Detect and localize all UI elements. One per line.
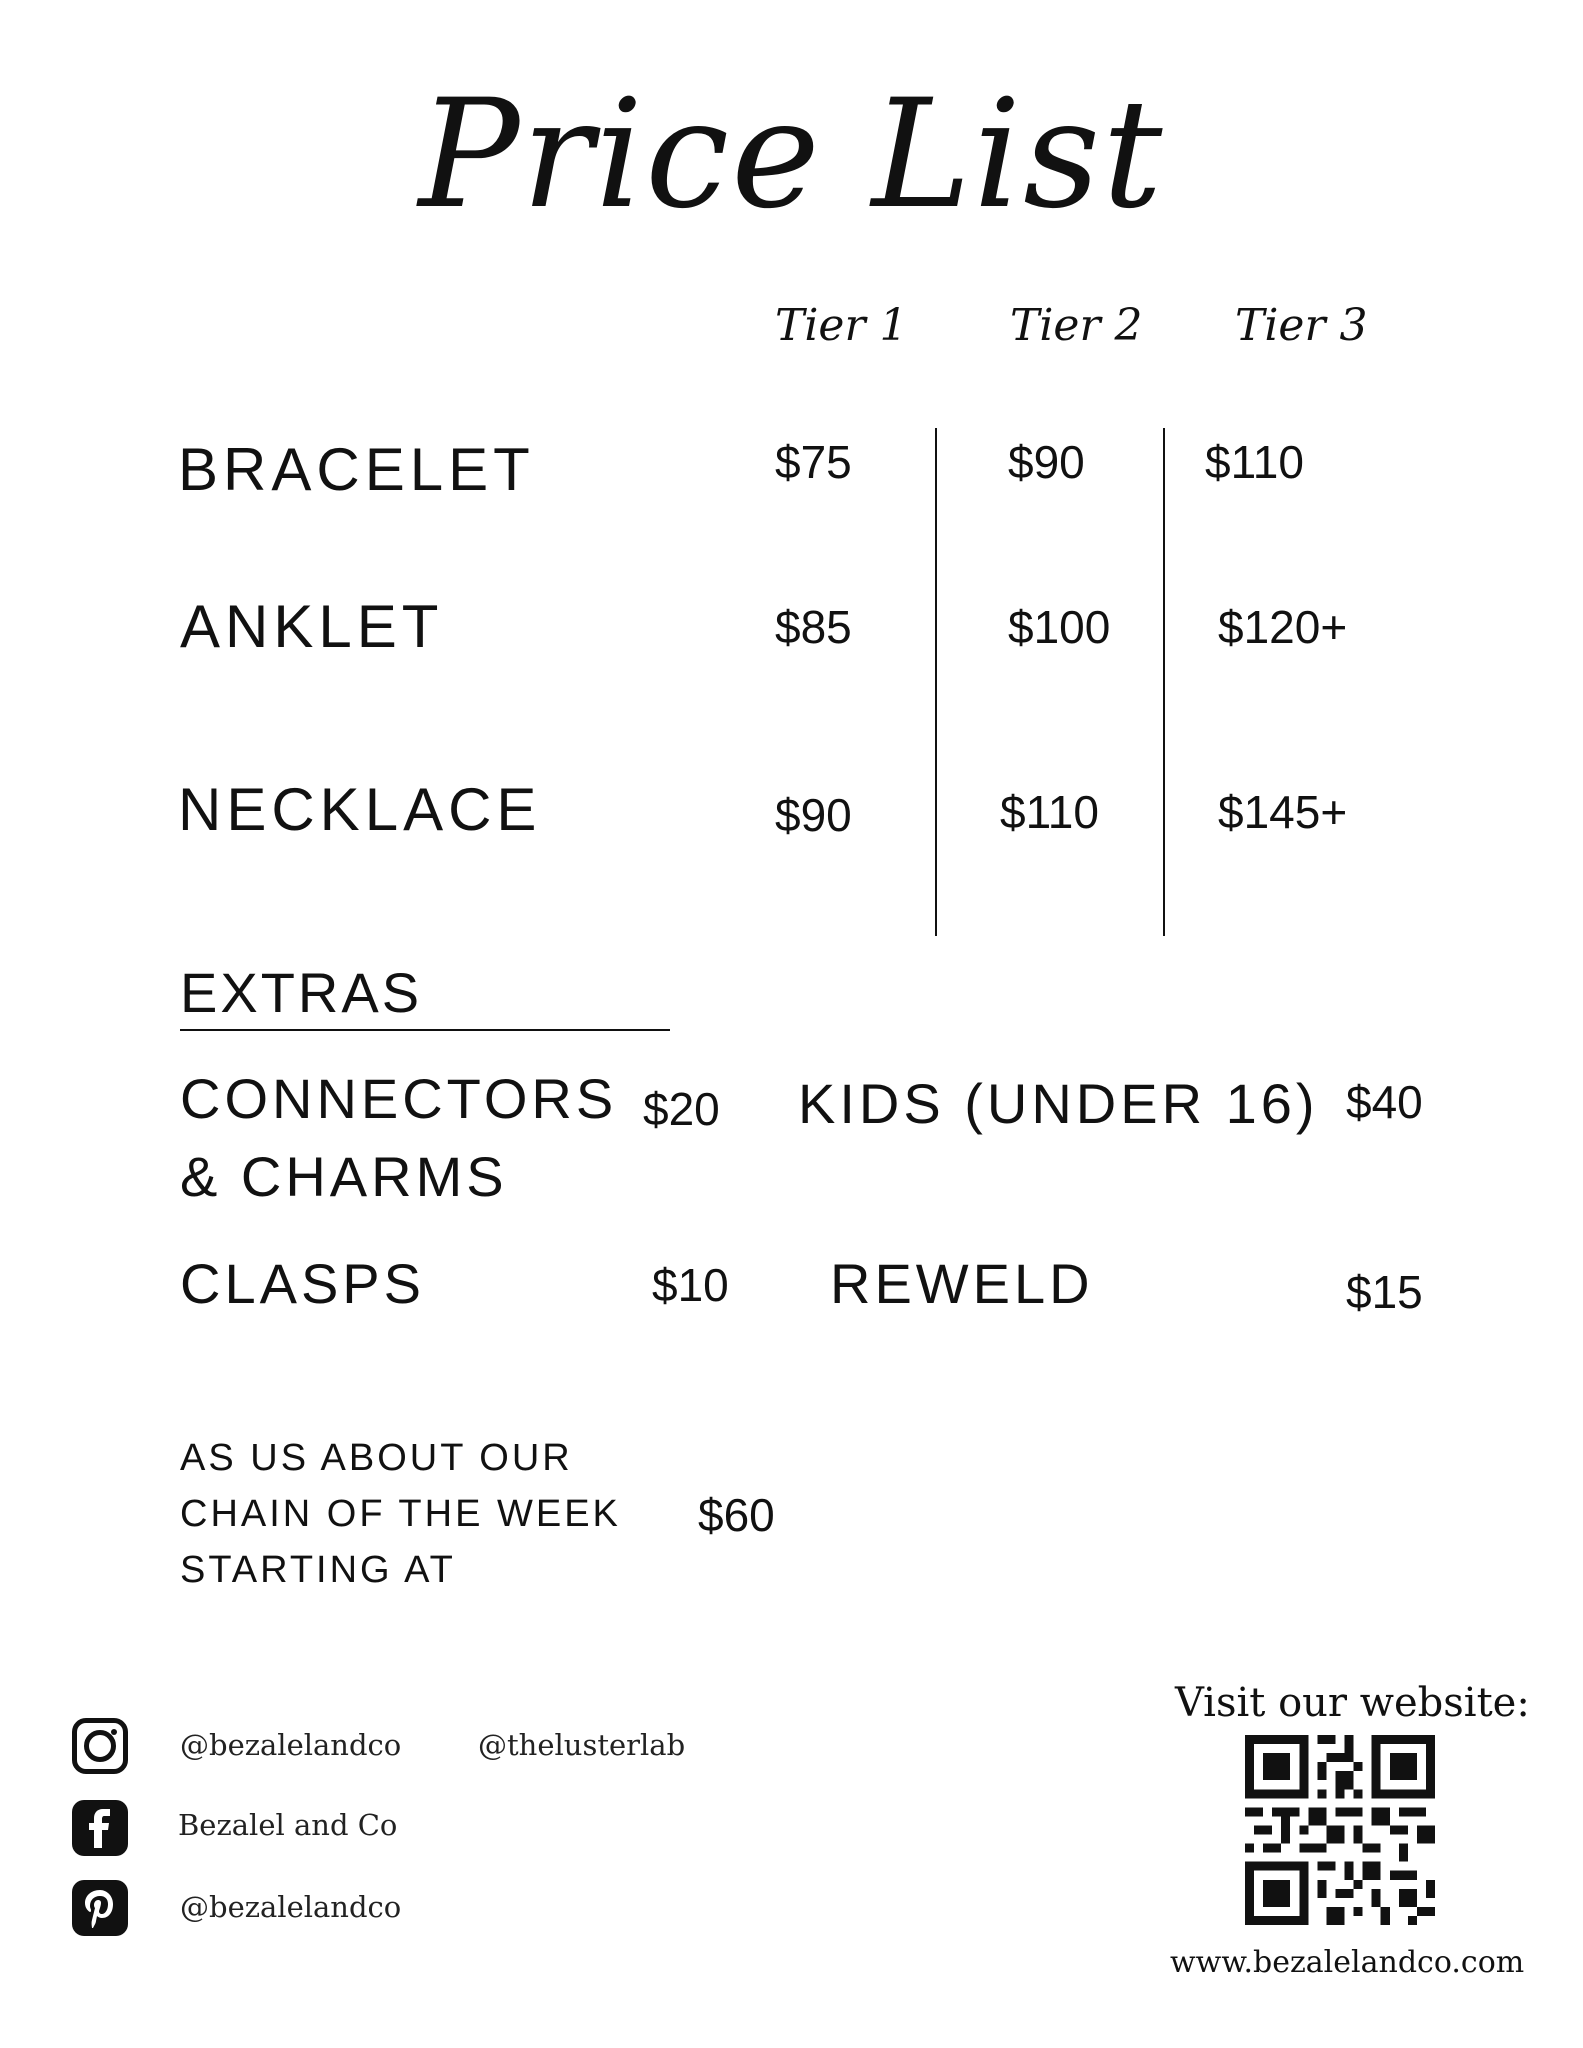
chain-line-3: STARTING AT (180, 1549, 456, 1591)
anklet-tier-1-price: $85 (775, 601, 852, 653)
item-anklet: ANKLET (180, 593, 444, 660)
extra-connectors-line2: & CHARMS (180, 1145, 508, 1208)
extra-connectors-line1: CONNECTORS (180, 1067, 618, 1130)
extras-heading: EXTRAS (180, 961, 423, 1024)
tier-3-header: Tier 3 (1235, 300, 1368, 351)
chain-price: $60 (698, 1489, 775, 1541)
facebook-page[interactable]: Bezalel and Co (178, 1808, 398, 1842)
bracelet-tier-2-price: $90 (1008, 436, 1085, 488)
chain-line-2: CHAIN OF THE WEEK (180, 1493, 621, 1535)
pinterest-icon[interactable] (72, 1880, 128, 1936)
extra-connectors-price: $20 (643, 1083, 720, 1135)
bracelet-tier-1-price: $75 (775, 436, 852, 488)
necklace-tier-2-price: $110 (1000, 786, 1099, 838)
visit-website-label: Visit our website: (1175, 1680, 1530, 1726)
website-url[interactable]: www.bezalelandco.com (1170, 1945, 1525, 1980)
extra-kids: KIDS (UNDER 16) (798, 1072, 1319, 1135)
necklace-tier-1-price: $90 (775, 789, 852, 841)
tier-divider-2 (1163, 428, 1165, 936)
facebook-icon[interactable] (72, 1800, 128, 1856)
page-title: Price List (418, 68, 1165, 242)
tier-divider-1 (935, 428, 937, 936)
extras-underline (180, 1029, 670, 1031)
tier-1-header: Tier 1 (775, 300, 908, 351)
extra-kids-price: $40 (1346, 1076, 1423, 1128)
necklace-tier-3-price: $145+ (1218, 786, 1348, 838)
bracelet-tier-3-price: $110 (1205, 436, 1304, 488)
extra-clasps: CLASPS (180, 1252, 425, 1315)
tier-2-header: Tier 2 (1010, 300, 1143, 351)
extra-clasps-price: $10 (652, 1259, 729, 1311)
item-necklace: NECKLACE (178, 776, 542, 843)
pinterest-handle[interactable]: @bezalelandco (180, 1890, 402, 1924)
instagram-icon[interactable] (72, 1718, 128, 1774)
instagram-handle-2[interactable]: @thelusterlab (478, 1728, 686, 1762)
anklet-tier-3-price: $120+ (1218, 601, 1348, 653)
item-bracelet: BRACELET (178, 436, 535, 503)
website-qr-code[interactable] (1245, 1735, 1435, 1925)
extra-reweld: REWELD (830, 1252, 1094, 1315)
chain-line-1: AS US ABOUT OUR (180, 1437, 573, 1479)
anklet-tier-2-price: $100 (1008, 601, 1111, 653)
extra-reweld-price: $15 (1346, 1266, 1423, 1318)
instagram-handle-1[interactable]: @bezalelandco (180, 1728, 402, 1762)
